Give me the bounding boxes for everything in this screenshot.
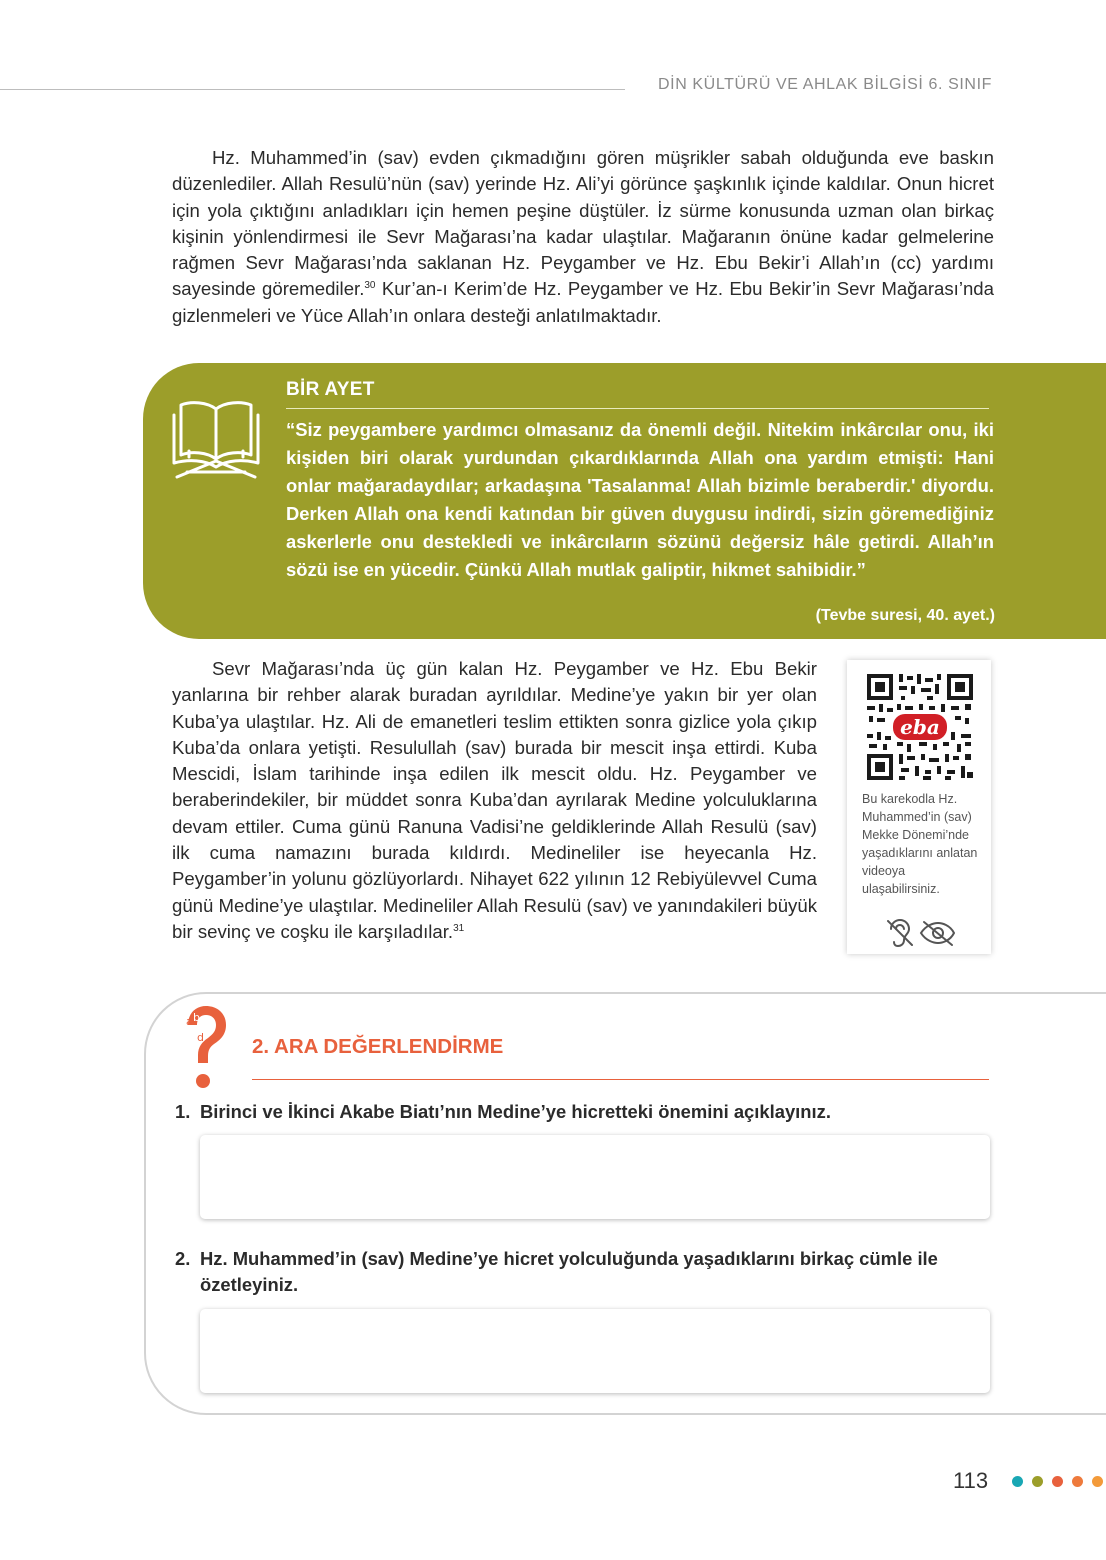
icon-letter-d: d xyxy=(197,1031,204,1044)
icon-letter-a: a xyxy=(186,1015,193,1028)
header-rule xyxy=(0,89,625,90)
answer-box-1[interactable] xyxy=(200,1135,990,1219)
paragraph-text: Hz. Muhammed’in (sav) evden çıkmadığını gören müşrikler sabah olduğunda eve baskın düzenlediler. Allah Resulü’nün (sav) yerinde Hz. Ali’yi görünce şaşkınlık içinde kaldılar. Onun hicret için yola çıktığını anladıkları için hemen peşine düştüler. İz sürme konusunda uzman olan birkaç kişinin yönlendirmesi ile Sevr Mağarası’na kadar ulaştılar. Mağaranın önüne kadar gelmelerine rağmen Sevr Mağarası’nda saklanan Hz. Peygamber ve Hz. Ebu Bekir’i Allah’ın (cc) yardımı sayesinde göremediler. xyxy=(172,147,994,300)
eba-logo-text: eba xyxy=(900,715,940,739)
qr-code-icon[interactable] xyxy=(865,672,975,782)
evaluation-title: 2. ARA DEĞERLENDİRME xyxy=(252,1035,504,1058)
hearing-impaired-icon xyxy=(888,920,912,946)
question-1-number: 1. xyxy=(175,1101,191,1122)
icon-letter-b: b xyxy=(193,1011,200,1024)
footer-dot xyxy=(1092,1476,1103,1487)
paragraph-text: Sevr Mağarası’nda üç gün kalan Hz. Peygamber ve Hz. Ebu Bekir yanlarına bir rehber alarak buradan ayrıldılar. Medine’ye yakın bir yer olan Kuba’ya ulaştılar. Hz. Ali de emanetleri teslim ettikten sonra gizlice yola çıkıp Kuba’da onlara yetişti. Resulullah (sav) burada bir mescit inşa ettirdi. Kuba Mescidi, İslam tarihinde inşa edilen ilk mescit oldu. Hz. Peygamber ve beraberindekiler, bir müddet sonra Kuba’dan ayrılarak Medine yolculuklarına devam ettiler. Cuma günü Ranuna Vadisi’ne geldiklerinde Allah Resulü (sav) ilk cuma namazını burada kıldırdı. Medineliler ise heyecanla Hz. Peygamber’in yolunu gözlüyorlardı. Nihayet 622 yılının 12 Rebiyülevvel Cuma günü Medine’ye ulaştılar. Medineliler Allah Resulü (sav) ve yanındakileri büyük bir sevinç ve coşku ile karşıladılar. xyxy=(172,658,817,942)
ayet-divider xyxy=(286,408,989,409)
footnote-ref: 31 xyxy=(453,922,465,934)
question-2-number: 2. xyxy=(175,1248,191,1269)
open-quran-icon xyxy=(169,393,263,479)
visually-impaired-icon xyxy=(921,922,954,945)
qr-caption: Bu karekodla Hz. Muhammed’in (sav) Mekke Dönemi’nde yaşadıklarını anlatan videoya ulaşabilirsiniz. xyxy=(862,792,978,896)
paragraph-kuba-medina xyxy=(172,656,817,945)
accessibility-icons xyxy=(885,918,955,948)
question-1-text: Birinci ve İkinci Akabe Biatı’nın Medine’ye hicretteki önemini açıklayınız. xyxy=(200,1101,831,1122)
ayet-text: “Siz peygambere yardımcı olmasanız da önemli değil. Nitekim inkârcılar onu, iki kişiden biri olarak yurdundan çıkardıklarında Allah ona yardım etmişti: Hani onlar mağaradaydılar; arkadaşına 'Tasalanma! Allah bizimle beraberdir.' diyordu. Derken Allah ona kendi katından bir güven duygusu indirdi, sizin göremediğiniz askerlerle onu destekledi ve inkârcıların sözünü değersiz hâle getirdi. Allah’ın sözü ise en yücedir. Çünkü Allah mutlak galiptir, hikmet sahibidir.” xyxy=(286,419,994,580)
evaluation-divider xyxy=(252,1079,989,1080)
qr-card[interactable] xyxy=(847,660,991,954)
ayet-title: BİR AYET xyxy=(286,379,375,400)
question-2-text: Hz. Muhammed’in (sav) Medine’ye hicret yolculuğunda yaşadıklarını birkaç cümle ile özetleyiniz. xyxy=(200,1248,938,1295)
paragraph-hijra-cave xyxy=(172,145,994,329)
footnote-ref: 30 xyxy=(364,280,376,292)
paragraph-text-cont: Kur’an-ı Kerim’de Hz. Peygamber ve Hz. Ebu Bekir’in Sevr Mağarası’nda gizlenmeleri ve Yüce Allah’ın onlara desteği anlatılmaktadır. xyxy=(172,278,994,326)
footer-dot xyxy=(1012,1476,1023,1487)
ayet-box xyxy=(143,363,1106,639)
page-number: 113 xyxy=(953,1468,989,1493)
header-title: DİN KÜLTÜRÜ VE AHLAK BİLGİSİ 6. SINIF xyxy=(658,76,992,93)
footer-dot xyxy=(1032,1476,1043,1487)
footer-dot xyxy=(1052,1476,1063,1487)
answer-box-2[interactable] xyxy=(200,1309,990,1393)
footer-dot xyxy=(1072,1476,1083,1487)
head-question-icon xyxy=(178,1003,230,1093)
icon-letter-c: c xyxy=(190,1024,197,1037)
ayet-source: (Tevbe suresi, 40. ayet.) xyxy=(815,607,995,624)
